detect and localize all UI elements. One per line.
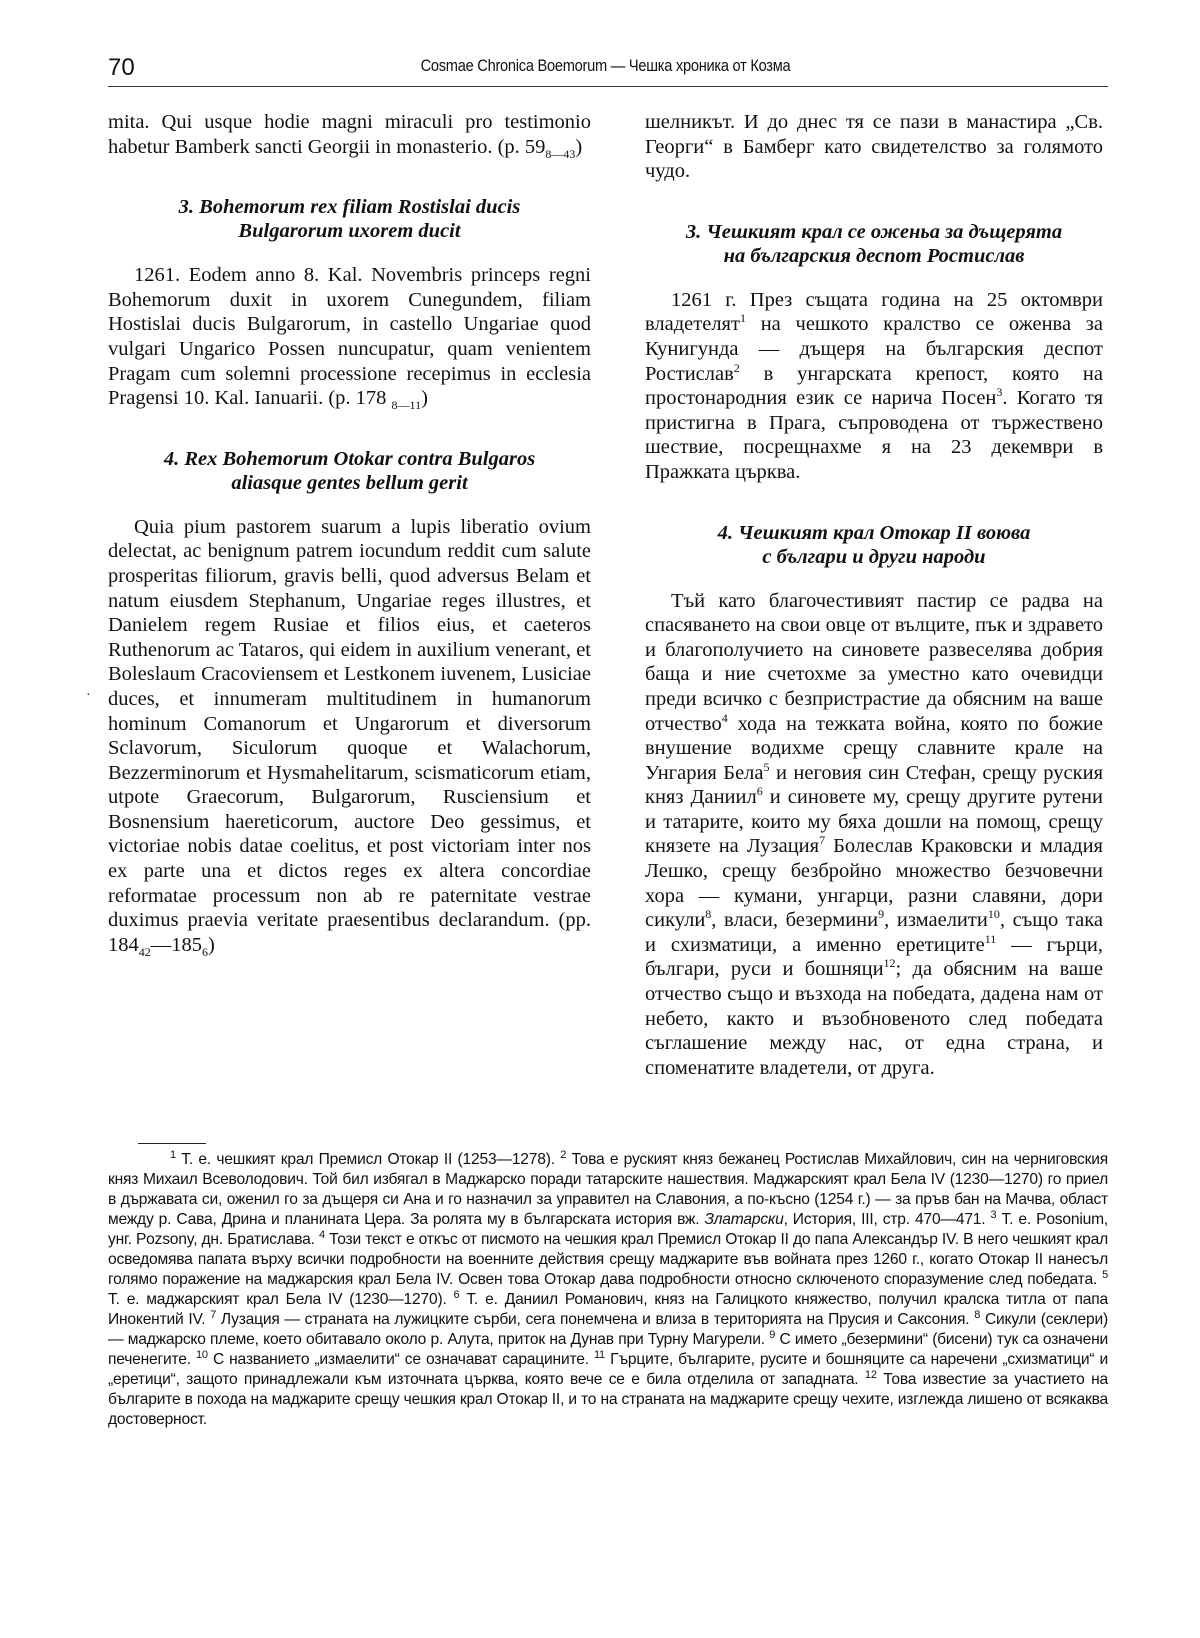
footnote-number: 7 [210, 1308, 217, 1321]
footnote-marker: 7 [819, 833, 826, 848]
bulgarian-section-4-body: Тъй като благочестивият пастир се радва на спасяването на свои овце от вълците, пък и здравето и благополучието на синовете развеселява добрия баща и ние счетохме за уместно като очевидци преди всичко с безпристрастие да обясним на ваше отчество$^4$ хода на тежката война, която по божие внушение водихме срещу славните крале на Унгария Бела$^5$ и неговия син Стефан, срещу руския княз Даниил$^6$ и синовете му, срещу другите рутени и татарите, които му бяха дошли на помощ, срещу князете на Лузация$^7$ Болеслав Краковски и младия Лешко, срещу безбройно множество безчовечни хора — кумани, унгарци, разни славяни, дори сикули$^8$, власи, безермини$^9$, измаелити$^{10}$, също така и схизматици, а именно еретиците$^{11}$ — гърци, българи, руси и бошняци$^{12}$; да обясним на ваше отчество също и възхода на победата, дадена нам от небето, както и възобновеното след победата съглашение между нас, от една страна, и споменатите владетели, от друга. [645, 589, 1103, 1079]
footnote-number: 6 [453, 1288, 460, 1301]
footnote-number: 8 [974, 1308, 981, 1321]
latin-section-3-body: 1261. Eodem anno 8. Kal. Novembris princeps regni Bohemorum duxit in uxorem Cunegundem, filiam Hostislai ducis Bulgarorum, in castello Ungariae quod vulgari Ungarico Possen nuncupatur, quam venientem Pragam cum solemni processione recepimus in ecclesia Pragensi 10. Kal. Ianuarii. (p. 178 $_{8—11}$) [108, 264, 591, 413]
footnote-number: 2 [560, 1148, 567, 1161]
footnote-marker: 6 [756, 784, 763, 799]
footnote-marker: 9 [878, 907, 885, 922]
footnote-marker: 8 [705, 907, 712, 922]
footnote-number: 10 [195, 1348, 208, 1361]
footnotes [108, 1150, 1108, 1430]
footnote-number: 1 [170, 1148, 176, 1161]
margin-mark: · [86, 688, 91, 703]
latin-intro-paragraph: mita. Qui usque hodie magni miraculi pro testimonio habetur Bamberk sancti Georgii in monasterio. (p. $59_{8—43}$) [108, 111, 591, 161]
latin-section-4-title: 4. Rex Bohemorum Otokar contra Bulgaros aliasque gentes bellum gerit [163, 447, 536, 494]
footnote-marker: 2 [733, 360, 740, 375]
footnote-number: 12 [864, 1368, 877, 1381]
page-number: 70 [108, 54, 135, 81]
bulgarian-column [645, 110, 1103, 1080]
footnote-number: 11 [593, 1348, 605, 1361]
header-rule [108, 86, 1108, 87]
footnote-marker: 4 [721, 710, 728, 725]
footnote-number: 3 [990, 1208, 997, 1221]
bulgarian-section-4-title: 4. Чешкият крал Отокар II воюва с българи и други народи [717, 521, 1031, 568]
footnote-rule [138, 1143, 206, 1144]
footnote-marker: 12 [883, 956, 896, 971]
footnotes-text: $^1$ Т. е. чешкият крал Премисл Отокар II (1253—1278). $^2$ Това е руският княз бежанец Ростислав Михайлович, син на черниговския княз Михаил Всеволодович. Той бил избягал в Маджарско поради татарските нашествия. Маджарският крал Бела IV (1230—1270) го приел в държавата си, оженил го за дъщеря си Ана и го назначил за управител на Славония, а по-късно (1254 г.) — за пръв бан на Мачва, област между р. Сава, Дрина и планината Цера. За ролята му в българската история вж. Златарски, История, III, стр. 470—471. $^3$ Т. е. Posonium, унг. Pozsony, дн. Братислава. $^4$ Този текст е откъс от писмото на чешкия крал Премисл Отокар II до папа Александър IV. В него чешкият крал осведомява папата върху всички подробности на военните действия срещу маджарите във войната през 1260 г., когато Отокар II нанесъл голямо поражение на маджарския крал Бела IV. Освен това Отокар дава подробности относно сключеното споразумение след победата. $^5$ Т. е. маджарският крал Бела IV (1230—1270). $^6$ Т. е. Даниил Романович, княз на Галицкото княжество, получил кралска титла от папа Инокентий IV. $^7$ Лузация — страната на лужицките сърби, сега понемчена и влиза в територията на Прусия и Саксония. $^8$ Сикули (секлери) — маджарско племе, което обитавало около р. Алута, приток на Дунав при Турну Магурели. $^9$ С името „безермини“ (бисени) тук са означени печенегите. $^{10}$ С названието „измаелити“ се означават сарацините. $^{11}$ Гърците, българите, русите и бошняците са наречени „схизматици“ и „еретици“, защото принадлежали към източната църква, която вече се е била отделила от западната. $^{12}$ Това известие за участието на българите в похода на маджарите срещу чешкия крал Отокар II, и то на страната на маджарите срещу чехите, изглежда лишено от всякаква достоверност. [108, 1148, 1109, 1428]
bulgarian-section-3-body: 1261 г. През същата година на 25 октомври владетелят$^1$ на чешкото кралство се оженва за Кунигунда — дъщеря на българския деспот Ростислав$^2$ в унгарската крепост, която на простонародния език се нарича Посен$^3$. Когато тя пристигна в Прага, съпроводена от тържествено шествие, посрещнахме я на 23 декември в Пражката църква. [645, 288, 1103, 483]
bulgarian-intro-paragraph: шелникът. И до днес тя се пази в манастира „Св. Георги“ в Бамберг като свидетелство за голямото чудо. [645, 111, 1103, 183]
running-title: Cosmae Chronica Boemorum — Чешка хроника от Козма [420, 56, 791, 75]
footnote-marker: 1 [739, 311, 746, 326]
footnote-marker: 11 [984, 932, 997, 947]
latin-column [108, 110, 591, 957]
footnote-marker: 3 [996, 385, 1003, 400]
footnote-number: 4 [318, 1228, 325, 1241]
footnote-marker: 10 [987, 907, 1000, 922]
bulgarian-section-3-title: 3. Чешкият крал се оженьа за дъщерята на българския деспот Ростислав [685, 220, 1063, 267]
latin-section-4-body: Quia pium pastorem suarum a lupis liberatio ovium delectat, ac benignum patrem iocundum reddit cum salute prosperitas filiorum, gravis belli, quod adversus Belam et natum eiusdem Stephanum, Ungariae reges illustres, et Danielem regem Rusiae et filios eius, et caeteros Ruthenorum ac Tataros, qui eidem in auxilium venerant, et Boleslaum Cracoviensem et Lestkonem iuvenem, Lusiciae duces, et innumeram multitudinem in humanorum hominum Comanorum et Ungarorum et diversorum Sclavorum, Siculorum quoque et Walachorum, Bezzerminorum et Hysmahelitarum, scismaticorum etiam, utpote Graecorum, Bulgarorum, Rusciensium et Bosnensium haereticorum, auctore Deo gessimus, et victoriae nobis datae coelitus, et post victoriam inter nos ex parte una et dictos reges ex altera concordiae reformatae processum non ab re paternitate vestrae duximus praevia veritate praesentibus declarandum. (pp. $184_{42}—185_6$) [108, 515, 591, 959]
latin-section-3-title: 3. Bohemorum rex filiam Rostislai ducis Bulgarorum uxorem ducit [178, 196, 521, 243]
footnote-number: 9 [769, 1328, 776, 1341]
footnote-marker: 5 [763, 759, 770, 774]
page-header [108, 52, 1103, 82]
footnote-number: 5 [1102, 1268, 1108, 1281]
